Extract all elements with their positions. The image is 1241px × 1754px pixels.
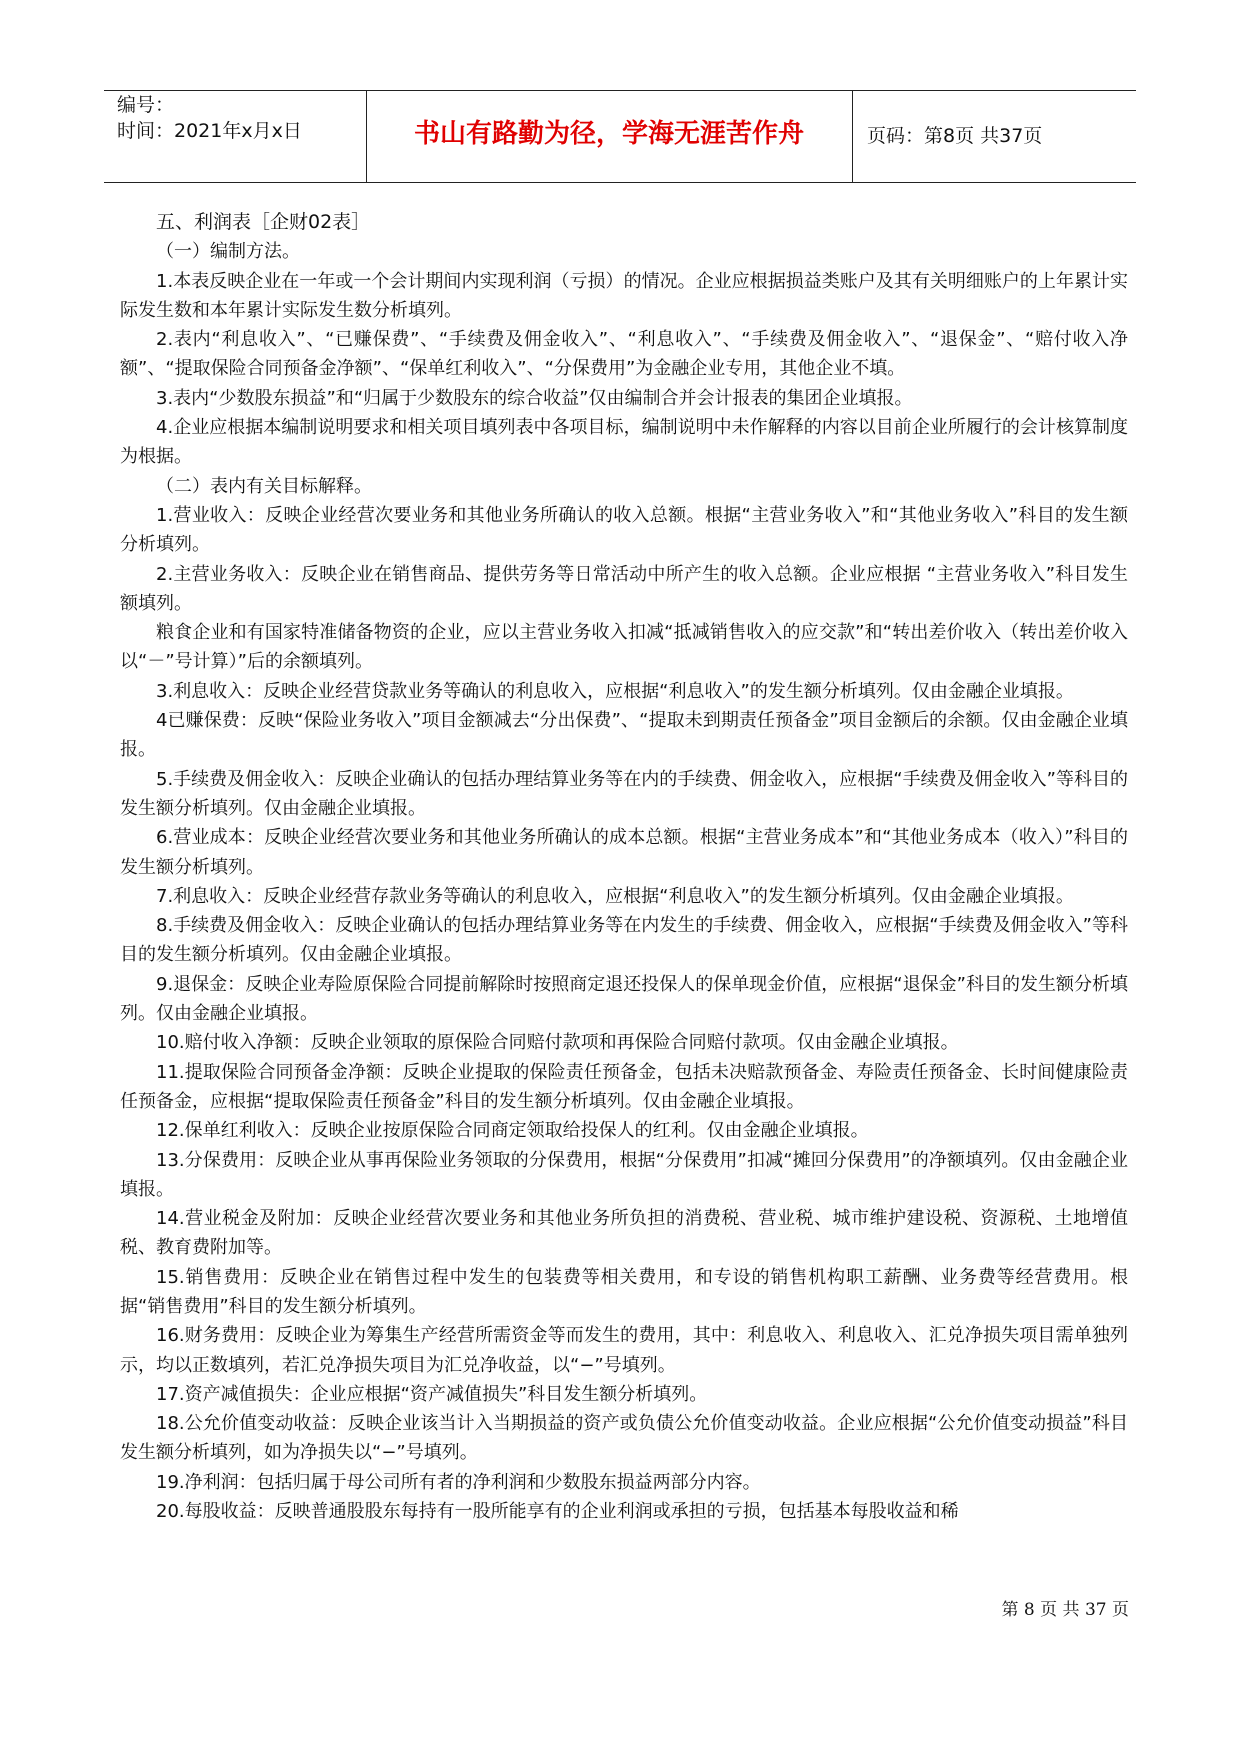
paragraph: 12.保单红利收入：反映企业按原保险合同商定领取给投保人的红利。仅由金融企业填报。 xyxy=(156,1120,869,1142)
paragraph: 1.营业收入：反映企业经营次要业务和其他业务所确认的收入总额。根据“主营业务收入”和“其他业务收入”科目的发生额分析填列。 xyxy=(120,504,1128,556)
paragraph: 7.利息收入：反映企业经营存款业务等确认的利息收入，应根据“利息收入”的发生额分析填列。仅由金融企业填报。 xyxy=(156,885,1074,907)
paragraph: 8.手续费及佣金收入：反映企业确认的包括办理结算业务等在内发生的手续费、佣金收入，应根据“手续费及佣金收入”等科目的发生额分析填列。仅由金融企业填报。 xyxy=(120,915,1128,966)
paragraph: 1.本表反映企业在一年或一个会计期间内实现利润（亏损）的情况。企业应根据损益类账户及其有关明细账户的上年累计实际发生数和本年累计实际发生数分析填列。 xyxy=(120,270,1128,321)
paragraph: 17.资产减值损失：企业应根据“资产减值损失”科目发生额分析填列。 xyxy=(156,1383,708,1405)
paragraph: 6.营业成本：反映企业经营次要业务和其他业务所确认的成本总额。根据“主营业务成本”和“其他业务成本（收入）”科目的发生额分析填列。 xyxy=(120,827,1128,878)
header-bottom-rule xyxy=(104,182,1136,183)
paragraph: 5.手续费及佣金收入：反映企业确认的包括办理结算业务等在内的手续费、佣金收入，应根据“手续费及佣金收入”等科目的发生额分析填列。仅由金融企业填报。 xyxy=(120,768,1128,819)
paragraph: 16.财务费用：反映企业为筹集生产经营所需资金等而发生的费用，其中：利息收入、利息收入、汇兑净损失项目需单独列示，均以正数填列，若汇兑净损失项目为汇兑净收益，以“−”号填列。 xyxy=(120,1325,1128,1376)
paragraph: 13.分保费用：反映企业从事再保险业务领取的分保费用，根据“分保费用”扣减“摊回分保费用”的净额填列。仅由金融企业填报。 xyxy=(120,1149,1128,1200)
paragraph: 10.赔付收入净额：反映企业领取的原保险合同赔付款项和再保险合同赔付款项。仅由金融企业填报。 xyxy=(156,1032,959,1054)
header-time-label: 时间：2021年x月x日 xyxy=(117,120,302,142)
paragraph: 粮食企业和有国家特准储备物资的企业，应以主营业务收入扣减“抵减销售收入的应交款”和“转出差价收入（转出差价收入以“－”号计算）”后的余额填列。 xyxy=(120,622,1128,673)
document-body xyxy=(120,208,1128,1526)
paragraph: 4.企业应根据本编制说明要求和相关项目填列表中各项目标，编制说明中未作解释的内容以目前企业所履行的会计核算制度为根据。 xyxy=(120,417,1128,468)
paragraph: 3.利息收入：反映企业经营贷款业务等确认的利息收入，应根据“利息收入”的发生额分析填列。仅由金融企业填报。 xyxy=(156,680,1074,702)
paragraph: 15.销售费用：反映企业在销售过程中发生的包装费等相关费用，和专设的销售机构职工薪酬、业务费等经营费用。根据“销售费用”科目的发生额分析填列。 xyxy=(120,1266,1128,1317)
paragraph: 14.营业税金及附加：反映企业经营次要业务和其他业务所负担的消费税、营业税、城市维护建设税、资源税、土地增值税、教育费附加等。 xyxy=(120,1208,1128,1259)
header-serial-label: 编号： xyxy=(117,94,175,116)
paragraph: 11.提取保险合同预备金净额：反映企业提取的保险责任预备金，包括未决赔款预备金、寿险责任预备金、长时间健康险责任预备金，应根据“提取保险责任预备金”科目的发生额分析填列。仅由金融企业填报。 xyxy=(120,1061,1128,1112)
section-title: 五、利润表［企财02表］ xyxy=(156,211,371,233)
paragraph: 2.主营业务收入：反映企业在销售商品、提供劳务等日常活动中所产生的收入总额。企业应根据 “主营业务收入”科目发生额填列。 xyxy=(120,563,1128,614)
header-page-label: 页码：第8页 共37页 xyxy=(867,125,1043,147)
paragraph: 18.公允价值变动收益：反映企业该当计入当期损益的资产或负债公允价值变动收益。企业应根据“公允价值变动损益”科目发生额分析填列，如为净损失以“−”号填列。 xyxy=(120,1413,1128,1464)
footer-page-label: 第 8 页 共 37 页 xyxy=(1001,1600,1129,1620)
paragraph: （一）编制方法。 xyxy=(156,241,300,263)
paragraph-list xyxy=(120,237,1128,1526)
paragraph: 2.表内“利息收入”、“已赚保费”、“手续费及佣金收入”、“利息收入”、“手续费及佣金收入”、“退保金”、“赔付收入净额”、“提取保险合同预备金净额”、“保单红利收入”、“分保费用”为金融企业专用，其他企业不填。 xyxy=(120,329,1128,380)
paragraph: 19.净利润：包括归属于母公司所有者的净利润和少数股东损益两部分内容。 xyxy=(156,1471,761,1493)
paragraph: 9.退保金：反映企业寿险原保险合同提前解除时按照商定退还投保人的保单现金价值，应根据“退保金”科目的发生额分析填列。仅由金融企业填报。 xyxy=(120,973,1128,1025)
paragraph: 4已赚保费：反映“保险业务收入”项目金额减去“分出保费”、“提取未到期责任预备金”项目金额后的余额。仅由金融企业填报。 xyxy=(120,710,1128,761)
header-motto: 书山有路勤为径，学海无涯苦作舟 xyxy=(413,119,804,149)
header-top-rule xyxy=(104,90,1136,91)
header-divider-right xyxy=(852,90,853,182)
paragraph: （二）表内有关目标解释。 xyxy=(156,475,372,497)
paragraph: 3.表内“少数股东损益”和“归属于少数股东的综合收益”仅由编制合并会计报表的集团企业填报。 xyxy=(156,387,913,409)
paragraph: 20.每股收益：反映普通股股东每持有一股所能享有的企业利润或承担的亏损，包括基本每股收益和稀 xyxy=(156,1501,959,1523)
